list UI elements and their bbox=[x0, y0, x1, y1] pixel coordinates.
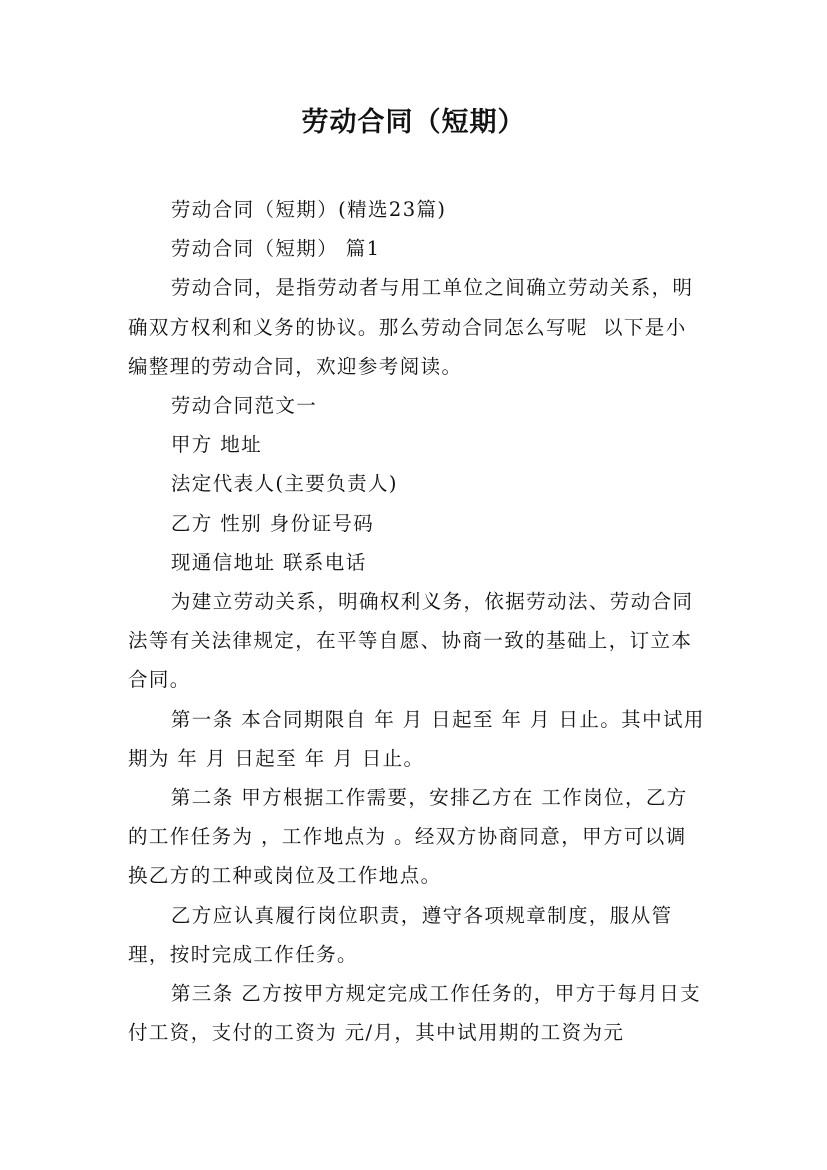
document-title: 劳动合同（短期） bbox=[301, 107, 526, 138]
paragraph-article-1: 第一条 本合同期限自 年 月 日起至 年 月 日止。其中试用期为 年 月 日起至 年 月 日止。 bbox=[128, 707, 705, 770]
paragraph-sample-heading: 劳动合同范文一 bbox=[170, 394, 318, 418]
paragraph-subtitle: 劳动合同（短期）(精选23篇) bbox=[170, 198, 447, 221]
paragraph-article-3: 第三条 乙方按甲方规定完成工作任务的，甲方于每月日支付工资，支付的工资为 元/月，其中试用期的工资为元 bbox=[128, 982, 701, 1045]
paragraph-duties: 乙方应认真履行岗位职责，遵守各项规章制度，服从管理，按时完成工作任务。 bbox=[128, 903, 673, 966]
paragraph-contact: 现通信地址 联系电话 bbox=[170, 550, 367, 574]
paragraph-intro: 劳动合同，是指劳动者与用工单位之间确立劳动关系，明确双方权利和义务的协议。那么劳动合同怎么写呢 以下是小编整理的劳动合同，欢迎参考阅读。 bbox=[128, 276, 694, 378]
paragraph-section-heading: 劳动合同（短期） 篇1 bbox=[170, 237, 381, 261]
document-body bbox=[128, 190, 706, 1052]
paragraph-preamble: 为建立劳动关系，明确权利义务，依据劳动法、劳动合同法等有关法律规定，在平等自愿、协商一致的基础上，订立本合同。 bbox=[128, 590, 694, 692]
paragraph-party-a: 甲方 地址 bbox=[170, 433, 263, 457]
paragraph-legal-representative: 法定代表人(主要负责人) bbox=[170, 472, 398, 496]
paragraph-article-2: 第二条 甲方根据工作需要，安排乙方在 工作岗位，乙方的工作任务为 ，工作地点为 。经双方协商同意，甲方可以调换乙方的工种或岗位及工作地点。 bbox=[128, 786, 688, 888]
paragraph-party-b: 乙方 性别 身份证号码 bbox=[170, 511, 375, 535]
